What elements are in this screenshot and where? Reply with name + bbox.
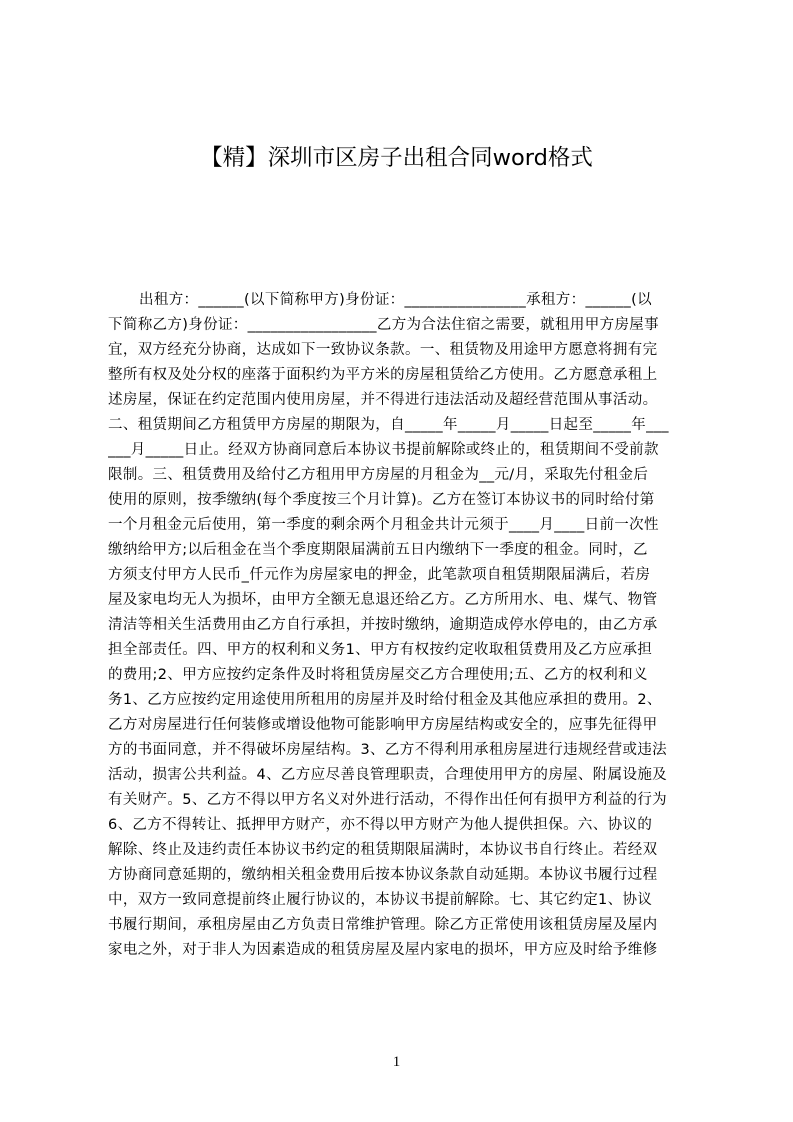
body-line: 书履行期间，承租房屋由乙方负责日常维护管理。除乙方正常使用该租赁房屋及屋内 (108, 917, 658, 933)
contract-body (108, 288, 700, 963)
body-line: 活动，损害公共利益。4、乙方应尽善良管理职责，合理使用甲方的房屋、附属设施及 (108, 767, 668, 783)
body-line: 乙方对房屋进行任何装修或增设他物可能影响甲方房屋结构或安全的，应事先征得甲 (108, 717, 658, 733)
body-line: 一个月租金元后使用，第一季度的剩余两个月租金共计元须于____月____日前一次性 (108, 517, 659, 533)
body-line: 整所有权及处分权的座落于面积约为平方米的房屋租赁给乙方使用。乙方愿意承租上 (108, 367, 658, 383)
body-line: 出租方：______(以下简称甲方)身份证：________________承租方：______(以 (139, 292, 652, 308)
body-line: 宜，双方经充分协商，达成如下一致协议条款。一、租赁物及用途甲方愿意将拥有完 (108, 342, 658, 358)
body-line: 方的书面同意，并不得破坏房屋结构。3、乙方不得利用承租房屋进行违规经营或违法 (108, 742, 668, 758)
body-line: 下简称乙方)身份证：_________________乙方为合法住宿之需要，就租用甲方房屋事 (108, 317, 660, 333)
body-line: 方须支付甲方人民币_仟元作为房屋家电的押金，此笔款项自租赁期限届满后，若房 (108, 567, 651, 583)
body-line: 解除、终止及违约责任本协议书约定的租赁期限届满时，本协议书自行终止。若经双 (108, 842, 658, 858)
body-line: 缴纳给甲方;以后租金在当个季度期限届满前五日内缴纳下一季度的租金。同时，乙 (108, 542, 648, 558)
body-line: 清洁等相关生活费用由乙方自行承担，并按时缴纳，逾期造成停水停电的，由乙方承 (108, 617, 658, 633)
body-line: 6、乙方不得转让、抵押甲方财产，亦不得以甲方财产为他人提供担保。六、协议的 (108, 817, 653, 833)
body-line: 使用的原则，按季缴纳(每个季度按三个月计算)。乙方在签订本协议书的同时给付第 (108, 492, 655, 508)
body-line: 中，双方一致同意提前终止履行协议的，本协议书提前解除。七、其它约定1、协议 (108, 892, 653, 908)
body-line: 方协商同意延期的，缴纳相关租金费用后按本协议条款自动延期。本协议书履行过程 (108, 867, 658, 883)
body-line: 的费用;2、甲方应按约定条件及时将租赁房屋交乙方合理使用;五、乙方的权利和义 (108, 667, 648, 683)
document-title: 【精】深圳市区房子出租合同word格式 (200, 145, 593, 171)
body-line: 屋及家电均无人为损坏，由甲方全额无息退还给乙方。乙方所用水、电、煤气、物管 (108, 592, 658, 608)
body-line: 务1、乙方应按约定用途使用所租用的房屋并及时给付租金及其他应承担的费用。2、 (108, 692, 662, 708)
body-line: 限制。三、租赁费用及给付乙方租用甲方房屋的月租金为__元/月，采取先付租金后 (108, 467, 649, 483)
body-line: ___月_____日止。经双方协商同意后本协议书提前解除或终止的，租赁期间不受前款 (108, 442, 659, 458)
body-line: 二、租赁期间乙方租赁甲方房屋的期限为，自_____年_____月_____日起至_____年___ (108, 417, 669, 433)
page-number: 1 (392, 1054, 401, 1070)
body-line: 有关财产。5、乙方不得以甲方名义对外进行活动，不得作出任何有损甲方利益的行为 (108, 792, 668, 808)
body-line: 述房屋，保证在约定范围内使用房屋，并不得进行违法活动及超经营范围从事活动。 (108, 392, 658, 408)
body-line: 家电之外，对于非人为因素造成的租赁房屋及屋内家电的损坏，甲方应及时给予维修 (108, 942, 658, 958)
body-line: 担全部责任。四、甲方的权利和义务1、甲方有权按约定收取租赁费用及乙方应承担 (108, 642, 653, 658)
